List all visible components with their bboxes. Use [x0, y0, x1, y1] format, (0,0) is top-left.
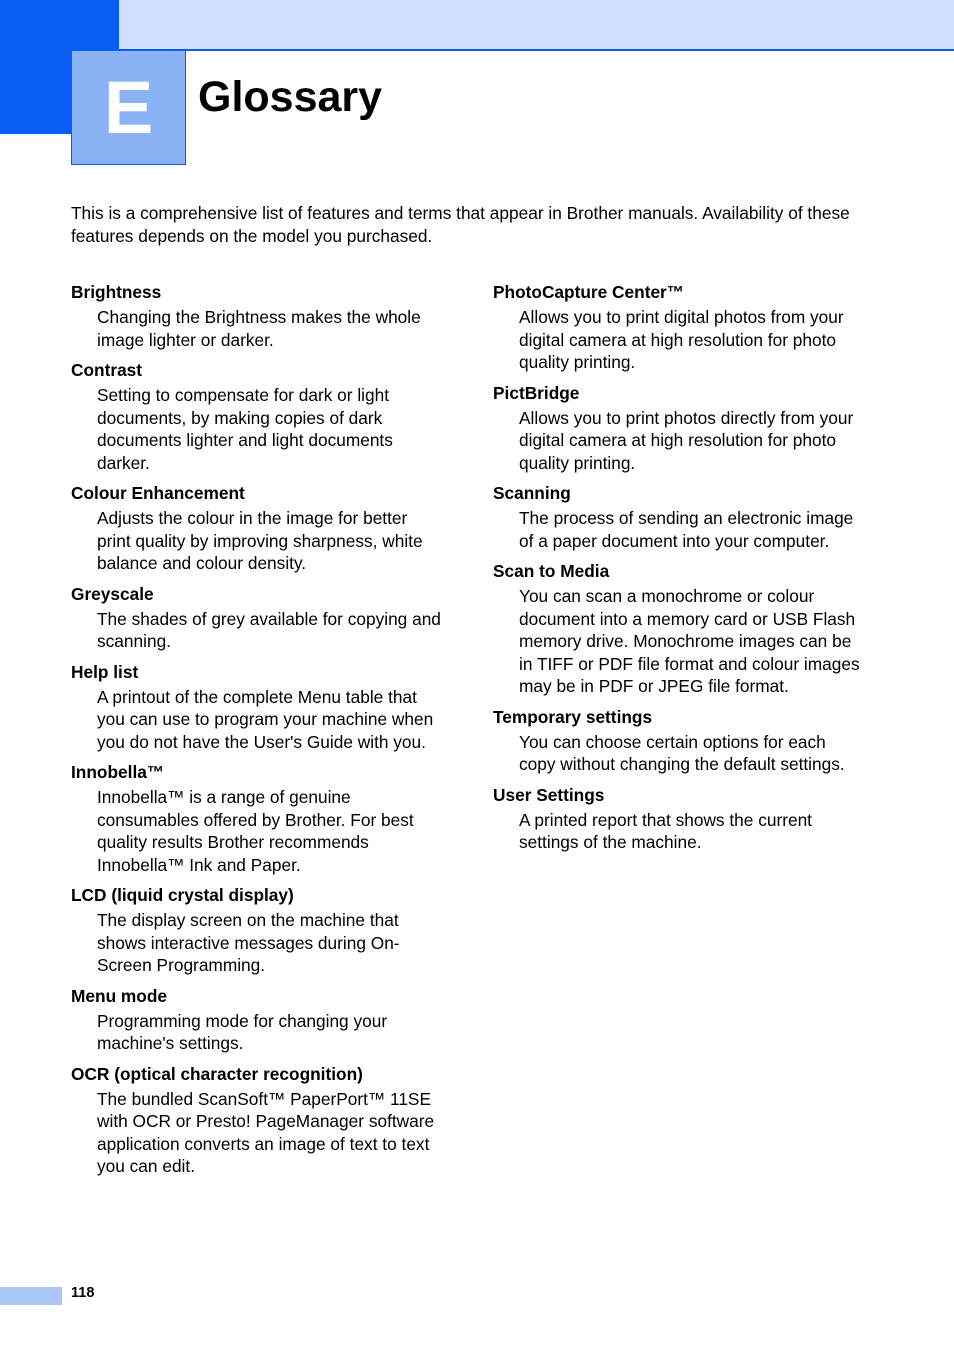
glossary-term: User Settings [493, 784, 605, 805]
glossary-definition: Allows you to print digital photos from your digital camera at high resolution for photo quality printing. [519, 307, 844, 372]
glossary-definition: The bundled ScanSoft™ PaperPort™ 11SE with OCR or Presto! PageManager software application converts an image of text to text you can edit. [97, 1088, 435, 1176]
glossary-definition: A printed report that shows the current settings of the machine. [519, 809, 812, 852]
glossary-right-column [493, 280, 873, 861]
glossary-term: PhotoCapture Center™ [493, 282, 685, 302]
glossary-definition: The process of sending an electronic image of a paper document into your computer. [519, 508, 854, 551]
glossary-term: Contrast [71, 360, 143, 380]
footer-tab [0, 1287, 62, 1305]
glossary-definition: Innobella™ is a range of genuine consumables offered by Brother. For best quality results Brother recommends Innobella™ Ink and Paper. [97, 787, 414, 875]
glossary-term: Brightness [71, 282, 162, 302]
chapter-letter: E [103, 65, 154, 149]
glossary-entry [71, 760, 451, 876]
glossary-entry [71, 481, 451, 575]
glossary-definition: The display screen on the machine that shows interactive messages during On-Screen Programming. [97, 910, 400, 975]
glossary-term: Greyscale [71, 583, 154, 604]
chapter-letter-box [71, 50, 186, 165]
intro-paragraph: This is a comprehensive list of features and terms that appear in Brother manuals. Availability of these features depends on the model you purchased. [71, 203, 850, 246]
header-band [0, 0, 954, 51]
glossary-definition: You can scan a monochrome or colour document into a memory card or USB Flash memory drive. Monochrome images can be in TIFF or PDF file format and colour images may be in PDF or JPEG file format. [519, 586, 860, 696]
glossary-term: Colour Enhancement [71, 483, 245, 503]
glossary-term: Scan to Media [493, 561, 610, 581]
glossary-entry [493, 280, 873, 374]
glossary-term: Innobella™ [71, 762, 165, 782]
glossary-definition: You can choose certain options for each copy without changing the default settings. [519, 731, 845, 774]
glossary-entry [493, 705, 873, 776]
glossary-entry [71, 280, 451, 351]
page-title: Glossary [198, 73, 383, 121]
glossary-entry [493, 481, 873, 552]
glossary-term: Menu mode [71, 985, 168, 1006]
glossary-term: OCR (optical character recognition) [71, 1063, 363, 1084]
glossary-entry [71, 984, 451, 1055]
glossary-definition: Allows you to print photos directly from your digital camera at high resolution for photo quality printing. [519, 407, 854, 473]
glossary-definition: Adjusts the colour in the image for better print quality by improving sharpness, white balance and colour density. [97, 508, 423, 573]
glossary-definition: Programming mode for changing your machine's settings. [97, 1010, 388, 1053]
glossary-term: LCD (liquid crystal display) [71, 885, 294, 905]
glossary-term: Scanning [493, 483, 571, 503]
glossary-left-column [71, 280, 451, 1185]
glossary-entry [71, 358, 451, 474]
glossary-definition: The shades of grey available for copying and scanning. [97, 608, 441, 651]
glossary-definition: Changing the Brightness makes the whole image lighter or darker. [97, 307, 421, 350]
glossary-entry [493, 783, 873, 854]
glossary-entry [493, 381, 873, 475]
glossary-entry [71, 582, 451, 653]
glossary-entry [493, 559, 873, 698]
glossary-entry [71, 883, 451, 977]
glossary-term: Temporary settings [493, 706, 653, 727]
page-number: 118 [71, 1285, 95, 1301]
glossary-definition: Setting to compensate for dark or light documents, by making copies of dark documents lighter and light documents darker. [97, 385, 393, 473]
glossary-entry [71, 660, 451, 754]
glossary-term: Help list [71, 661, 139, 682]
glossary-term: PictBridge [493, 382, 580, 403]
glossary-entry [71, 1062, 451, 1178]
glossary-definition: A printout of the complete Menu table that you can use to program your machine when you do not have the User's Guide with you. [97, 686, 434, 752]
